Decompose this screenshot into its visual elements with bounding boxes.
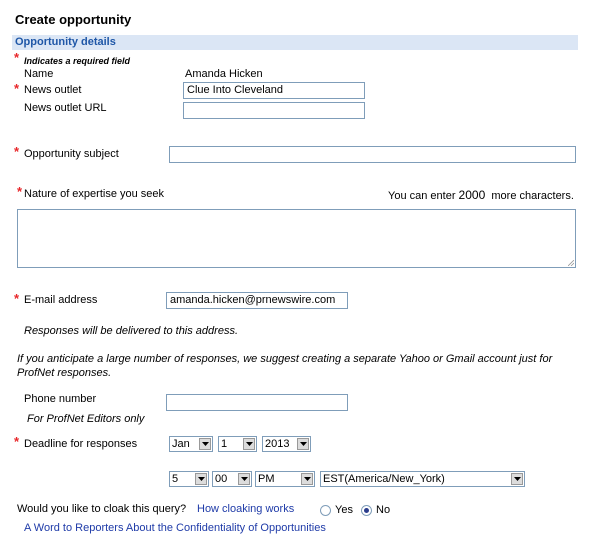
opportunity-subject-label: Opportunity subject	[24, 148, 119, 160]
cloak-no-option[interactable]	[361, 504, 390, 516]
news-outlet-input[interactable]: Clue Into Cleveland	[183, 82, 365, 99]
deadline-label: Deadline for responses	[24, 438, 138, 450]
char-counter-suffix: more characters.	[491, 190, 574, 202]
confidentiality-link[interactable]: A Word to Reporters About the Confidentiality of Opportunities	[24, 522, 326, 534]
char-counter-prefix: You can enter	[388, 190, 456, 202]
news-outlet-url-label: News outlet URL	[24, 102, 107, 114]
required-marker: *	[14, 434, 20, 449]
deadline-month-select[interactable]	[169, 436, 213, 452]
required-marker: *	[14, 291, 20, 306]
chevron-down-icon	[238, 473, 250, 485]
deadline-hour-value: 5	[172, 473, 179, 485]
deadline-ampm-value: PM	[258, 473, 275, 485]
deadline-timezone-value: EST(America/New_York)	[323, 473, 445, 485]
resize-grip-icon[interactable]	[568, 260, 574, 266]
cloak-no-radio[interactable]	[361, 505, 372, 516]
char-counter-count: 2000	[458, 188, 486, 202]
chevron-down-icon	[199, 438, 211, 450]
deadline-year-select[interactable]	[262, 436, 311, 452]
email-label: E-mail address	[24, 294, 98, 306]
phone-input[interactable]	[166, 394, 348, 411]
deadline-year-value: 2013	[265, 438, 290, 450]
chevron-down-icon	[301, 473, 313, 485]
chevron-down-icon	[195, 473, 207, 485]
section-title: Opportunity details	[15, 36, 116, 48]
email-note: Responses will be delivered to this address.	[24, 325, 239, 337]
email-suggestion: If you anticipate a large number of responses, we suggest creating a separate Yahoo or Gmail account just for ProfNet responses.	[17, 353, 553, 379]
cloak-yes-label: Yes	[335, 504, 353, 516]
cloak-no-label: No	[376, 504, 391, 516]
page-title: Create opportunity	[15, 12, 132, 27]
news-outlet-url-input[interactable]	[183, 102, 365, 119]
phone-label: Phone number	[24, 393, 97, 405]
required-marker: *	[14, 144, 20, 159]
deadline-ampm-select[interactable]	[255, 471, 315, 487]
chevron-down-icon	[243, 438, 255, 450]
deadline-minute-value: 00	[215, 473, 228, 485]
deadline-timezone-select[interactable]	[320, 471, 525, 487]
cloak-yes-radio[interactable]	[320, 505, 331, 516]
char-counter	[388, 188, 574, 202]
cloak-yes-option[interactable]	[320, 504, 353, 516]
chevron-down-icon	[511, 473, 523, 485]
name-label: Name	[24, 68, 54, 80]
news-outlet-label: News outlet	[24, 84, 82, 96]
cloak-question: Would you like to cloak this query?	[17, 503, 187, 515]
deadline-hour-select[interactable]	[169, 471, 209, 487]
expertise-label: Nature of expertise you seek	[24, 188, 165, 200]
how-cloaking-works-link[interactable]: How cloaking works	[197, 503, 295, 515]
deadline-month-value: Jan	[172, 438, 190, 450]
deadline-day-value: 1	[221, 438, 228, 450]
required-marker: *	[14, 81, 20, 96]
deadline-day-select[interactable]	[218, 436, 257, 452]
deadline-minute-select[interactable]	[212, 471, 252, 487]
name-value: Amanda Hicken	[185, 68, 263, 80]
chevron-down-icon	[297, 438, 309, 450]
required-marker: *	[14, 50, 20, 65]
email-input[interactable]: amanda.hicken@prnewswire.com	[166, 292, 348, 309]
opportunity-subject-input[interactable]	[169, 146, 576, 163]
phone-note: For ProfNet Editors only	[27, 413, 145, 425]
required-marker: *	[17, 184, 23, 199]
expertise-textarea[interactable]	[17, 209, 576, 268]
required-note: Indicates a required field	[24, 56, 131, 66]
